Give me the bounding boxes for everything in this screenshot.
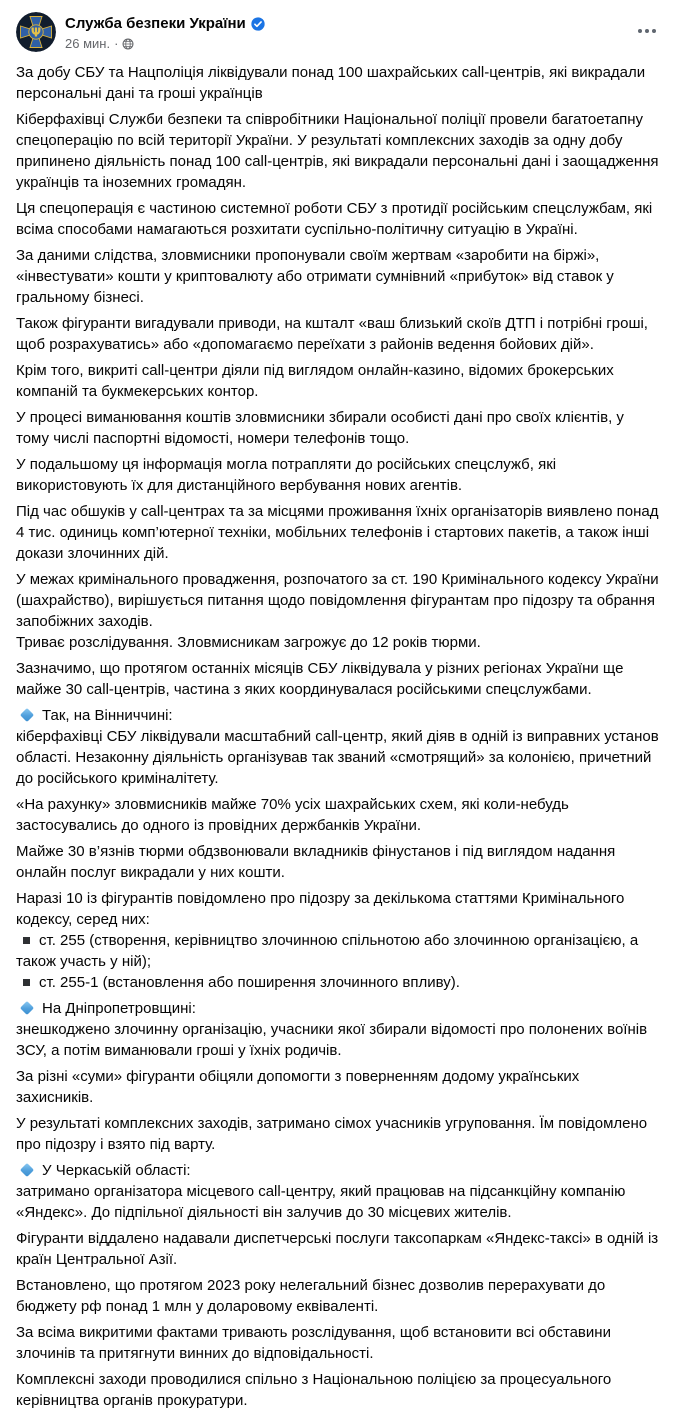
paragraph-text: ст. 255-1 (встановлення або поширення злочинного впливу).	[39, 974, 460, 991]
post-paragraph	[16, 313, 660, 355]
post-text-line	[16, 794, 660, 836]
post-paragraph	[16, 658, 660, 700]
post-list-line	[16, 1160, 660, 1181]
post-paragraph	[16, 407, 660, 449]
paragraph-text: Ця спецоперація є частиною системної роботи СБУ з протидії російським спецслужбам, які всіма способами намагаються розхитати суспільно-політичну ситуацію в Україні.	[16, 200, 653, 238]
post-text-line	[16, 245, 660, 308]
paragraph-text: Майже 30 в’язнів тюрми обдзвонювали вкладників фінустанов і під виглядом надання онлайн послуг викрадали у них кошти.	[16, 843, 616, 881]
blue-diamond-icon	[20, 1001, 34, 1015]
paragraph-text: У подальшому ця інформація могла потрапляти до російських спецслужб, які використовують їх для дистанційного вербування нових агентів.	[16, 456, 557, 494]
black-square-icon	[23, 937, 30, 944]
blue-diamond-icon	[20, 708, 34, 722]
post-paragraph	[16, 888, 660, 993]
paragraph-text: На Дніпропетровщині:	[42, 1000, 196, 1017]
post-text-line	[16, 1066, 660, 1108]
paragraph-text: У межах кримінального провадження, розпочатого за ст. 190 Кримінального кодексу України (шахрайство), вирішується питання щодо повідомлення фігурантам про підозру та обрання запобіжних заходів.	[16, 571, 659, 630]
post-timestamp[interactable]: 26 мин.	[65, 36, 111, 51]
paragraph-text: За даними слідства, зловмисники пропонували своїм жертвам «заробити на біржі», «інвестувати» кошти у криптовалюту або отримати сумнівний «прибуток» від ставок у гральному бізнесі.	[16, 247, 614, 306]
paragraph-text: Зазначимо, що протягом останніх місяців СБУ ліквідувала у різних регіонах України ще майже 30 call-центрів, частина з яких координувалася російськими спецслужбами.	[16, 660, 624, 698]
post-paragraph	[16, 1322, 660, 1364]
post-paragraph	[16, 1275, 660, 1317]
post-text-line	[16, 658, 660, 700]
verified-badge-icon	[251, 17, 265, 31]
name-row	[65, 14, 265, 33]
post-paragraph	[16, 1066, 660, 1108]
paragraph-text: «На рахунку» зловмисників майже 70% усіх шахрайських схем, які коли-небудь застосувались до одного із провідних держбанків України.	[16, 796, 569, 834]
post-text-line	[16, 198, 660, 240]
globe-icon	[122, 38, 134, 50]
paragraph-text: ст. 255 (створення, керівництво злочинною спільнотою або злочинною організацією, а також участь у ній);	[16, 932, 639, 970]
post-text-line	[16, 632, 660, 653]
post-text-line	[16, 1019, 660, 1061]
paragraph-text: затримано організатора місцевого call-центру, який працював на підсанкційну компанію «Яндекс». До підпільної діяльності він залучив до 30 місцевих жителів.	[16, 1183, 626, 1221]
paragraph-text: За різні «суми» фігуранти обіцяли допомогти з поверненням додому українських захисників.	[16, 1068, 580, 1106]
post-list-line	[16, 972, 660, 993]
post-header	[0, 0, 676, 60]
paragraph-text: Так, на Вінниччині:	[42, 707, 173, 724]
post-text-line	[16, 1228, 660, 1270]
post-paragraph	[16, 501, 660, 564]
post-meta-row	[65, 36, 265, 52]
post-text-line	[16, 726, 660, 789]
post-text-line	[16, 407, 660, 449]
paragraph-text: У процесі виманювання коштів зловмисники збирали особисті дані про своїх клієнтів, у тому числі паспортні відомості, номери телефонів тощо.	[16, 409, 624, 447]
post-list-line	[16, 998, 660, 1019]
post-text-line	[16, 454, 660, 496]
post-paragraph	[16, 1369, 660, 1411]
paragraph-text: За добу СБУ та Нацполіція ліквідували понад 100 шахрайських call-центрів, які викрадали персональні дані та гроші українців	[16, 64, 646, 102]
blue-diamond-icon	[20, 1163, 34, 1177]
paragraph-text: кіберфахівці СБУ ліквідували масштабний call-центр, який діяв в одній із виправних установ області. Незаконну діяльність організував так званий «смотрящий» за колонією, причетний до російського криміналітету.	[16, 728, 659, 787]
black-square-icon	[23, 979, 30, 986]
post-paragraph	[16, 1160, 660, 1223]
post-paragraph	[16, 794, 660, 836]
paragraph-text: Під час обшуків у call-центрах та за місцями проживання їхніх організаторів виявлено понад 4 тис. одиниць комп’ютерної техніки, мобільних телефонів і стартових пакетів, а також інші докази злочинних дій.	[16, 503, 659, 562]
paragraph-text: У результаті комплексних заходів, затримано сімох учасників угруповання. Їм повідомлено про підозру і взято під варту.	[16, 1115, 648, 1153]
header-meta	[65, 12, 265, 52]
svg-text:Ψ: Ψ	[30, 25, 42, 40]
paragraph-text: Кіберфахівці Служби безпеки та співробітники Національної поліції провели багатоетапну спецоперацію по всій території України. У результаті комплексних заходів за одну добу припинено діяльність понад 100 call-центрів, які викрадали персональні дані і заощадження українців та іноземних громадян.	[16, 111, 659, 191]
post-paragraph	[16, 569, 660, 653]
post-text-line	[16, 501, 660, 564]
post-paragraph	[16, 1113, 660, 1155]
post-text-line	[16, 109, 660, 193]
post-text-line	[16, 1369, 660, 1411]
post-paragraph	[16, 705, 660, 789]
post-text-line	[16, 62, 660, 104]
post-paragraph	[16, 62, 660, 104]
paragraph-text: Фігуранти віддалено надавали диспетчерські послуги таксопаркам «Яндекс-таксі» в одній із країн Центральної Азії.	[16, 1230, 659, 1268]
post-text-line	[16, 888, 660, 930]
post-list-line	[16, 930, 660, 972]
paragraph-text: За всіма викритими фактами тривають розслідування, щоб встановити всі обставини злочинів та притягнути винних до відповідальності.	[16, 1324, 611, 1362]
paragraph-text: Крім того, викриті call-центри діяли під виглядом онлайн-казино, відомих брокерських компаній та букмекерських контор.	[16, 362, 614, 400]
post-list-line	[16, 705, 660, 726]
page-name[interactable]: Служба безпеки України	[65, 15, 246, 32]
post-paragraph	[16, 998, 660, 1061]
post-paragraph	[16, 454, 660, 496]
paragraph-text: Триває розслідування. Зловмисникам загрожує до 12 років тюрми.	[16, 634, 481, 651]
post-text-line	[16, 1322, 660, 1364]
post-text-line	[16, 1181, 660, 1223]
post-text-line	[16, 841, 660, 883]
post-text-line	[16, 313, 660, 355]
ellipsis-icon	[638, 29, 656, 33]
paragraph-text: Встановлено, що протягом 2023 року нелегальний бізнес дозволив перерахувати до бюджету рф понад 1 млн у доларовому еквіваленті.	[16, 1277, 606, 1315]
sbu-emblem-icon	[16, 12, 56, 52]
post-paragraph	[16, 109, 660, 193]
post-paragraph	[16, 198, 660, 240]
paragraph-text: Також фігуранти вигадували приводи, на кшталт «ваш близький скоїв ДТП і потрібні гроші, щоб розрахуватись» або «допомагаємо переїхати з районів ведення бойових дій».	[16, 315, 648, 353]
paragraph-text: знешкоджено злочинну організацію, учасники якої збирали відомості про полонених воїнів ЗСУ, а потім виманювали гроші у їхніх родичів.	[16, 1021, 648, 1059]
post-paragraph	[16, 841, 660, 883]
post-text	[0, 60, 676, 1427]
post-text-line	[16, 1275, 660, 1317]
post-paragraph	[16, 360, 660, 402]
post-text-line	[16, 1113, 660, 1155]
paragraph-text: Комплексні заходи проводилися спільно з Національною поліцією за процесуального керівництва органів прокуратури.	[16, 1371, 612, 1409]
post-text-line	[16, 569, 660, 632]
paragraph-text: У Черкаській області:	[42, 1162, 191, 1179]
post-text-line	[16, 360, 660, 402]
post-paragraph	[16, 1228, 660, 1270]
page-avatar[interactable]	[16, 12, 56, 52]
post-options-button[interactable]	[634, 20, 660, 42]
separator-dot: ·	[114, 36, 119, 51]
post-paragraph	[16, 245, 660, 308]
paragraph-text: Наразі 10 із фігурантів повідомлено про підозру за декількома статтями Кримінального кодексу, серед них:	[16, 890, 625, 928]
